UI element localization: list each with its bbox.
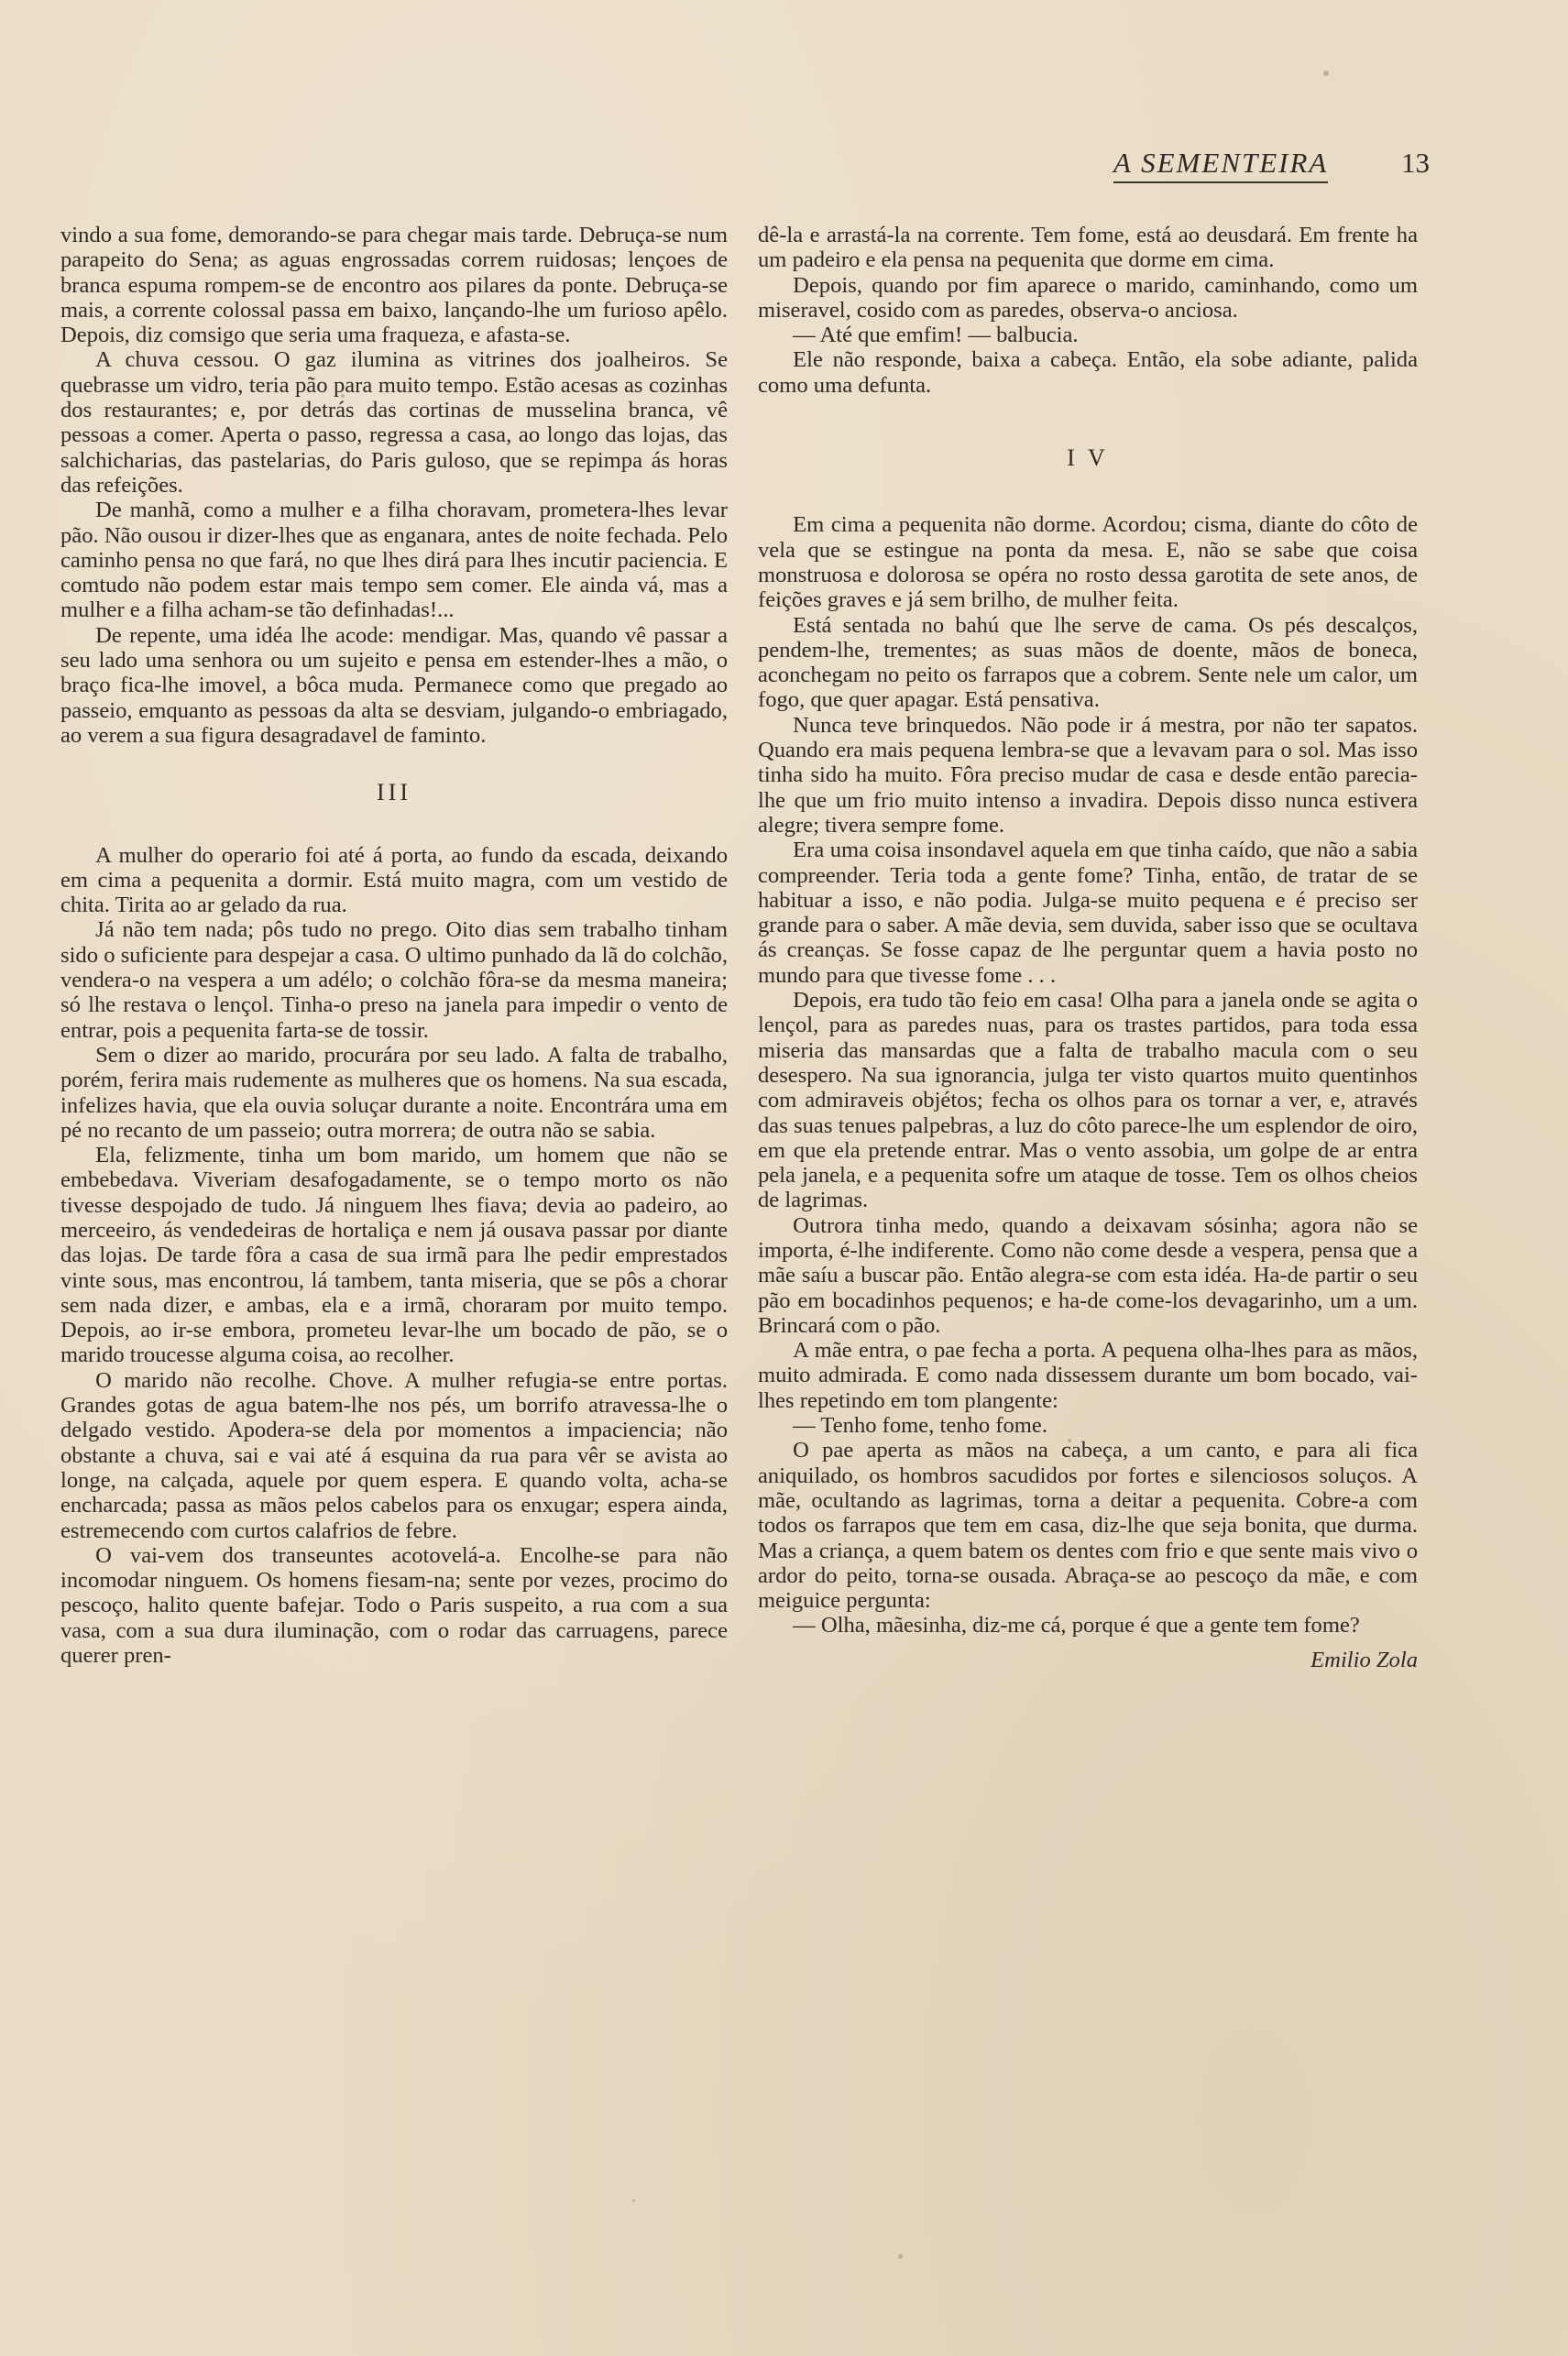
dialogue-line: — Tenho fome, tenho fome.: [793, 1413, 1047, 1439]
paragraph: A mulher do operario foi até á porta, ao fundo da escada, deixando em cima a pequenita a dormir. Está muito magra, com um vestido de chita. Tirita ao ar gelado da rua.: [60, 842, 728, 918]
paragraph: O pae aperta as mãos na cabeça, a um canto, e para ali fica aniquilado, os hombros sacudidos por fortes e silenciosos soluços. A mãe, ocultando as lagrimas, torna a deitar a pequenita. Cobre-a com todos os farrapos que tem em casa, diz-lhe que seja bonita, que durma. Mas a criança, a quem batem os dentes com frio e que sente mais vivo o ardor do peito, torna-se ousada. Abraça-se ao pescoço da mãe, e com meiguice pergunta:: [758, 1438, 1418, 1614]
paragraph: vindo a sua fome, demorando-se para chegar mais tarde. Debruça-se num parapeito do Sena; as aguas engrossadas correm ruidosas; lençoes de branca espuma rompem-se de encontro aos pilares da ponte. Debruça-se mais, a corrente colossal passa em baixo, lançando-lhe um furioso apêlo. Depois, diz comsigo que seria uma fraqueza, e afasta-se.: [60, 223, 728, 348]
paragraph: A chuva cessou. O gaz ilumina as vitrines dos joalheiros. Se quebrasse um vidro, teria pão para muito tempo. Estão acesas as cozinhas dos restaurantes; e, por detrás das cortinas de musselina branca, vê pessoas a comer. Aperta o passo, regressa a casa, ao longo das lojas, das salchicharias, das pastelarias, do Paris guloso, que se repimpa ás horas das refeições.: [60, 347, 728, 498]
paragraph: Sem o dizer ao marido, procurára por seu lado. A falta de trabalho, porém, ferira mais rudemente as mulheres que os homens. Na sua escada, infelizes havia, que ela ouvia soluçar durante a noite. Encontrára uma em pé no recanto de um passeio; outra morrera; de outra não se sabia.: [60, 1042, 728, 1143]
paragraph: Ele não responde, baixa a cabeça. Então, ela sobe adiante, palida como uma defunta.: [758, 347, 1418, 398]
journal-title: A SEMENTEIRA: [1113, 147, 1328, 183]
right-column: [758, 223, 1418, 1672]
paragraph: Já não tem nada; pôs tudo no prego. Oito dias sem trabalho tinham sido o suficiente para despejar a casa. O ultimo punhado da lã do colchão, vendera-o na vespera a um adélo; o colchão fôra-se da mesma maneira; só lhe restava o lençol. Tinha-o preso na janela para impedir o vento de entrar, pois a pequenita farta-se de tossir.: [60, 917, 728, 1043]
paragraph: Em cima a pequenita não dorme. Acordou; cisma, diante do côto de vela que se estingue na ponta da mesa. E, não se sabe que coisa monstruosa e dolorosa se opéra no rosto dessa garotita de sete anos, de feições graves e já sem brilho, de mulher feita.: [758, 512, 1418, 613]
section-heading-iv: I V: [1067, 444, 1109, 472]
paragraph: De repente, uma idéa lhe acode: mendigar. Mas, quando vê passar a seu lado uma senhora ou um sujeito e pensa em estender-lhes a mão, o braço fica-lhe imovel, a bôca muda. Permanece como que pregado ao passeio, emquanto as pessoas da alta se desviam, julgando-o embriagado, ao verem a sua figura desagradavel de faminto.: [60, 622, 728, 748]
paragraph: A mãe entra, o pae fecha a porta. A pequena olha-lhes para as mãos, muito admirada. E como nada dissessem durante um bom bocado, vai-lhes repetindo em tom plangente:: [758, 1338, 1418, 1413]
paper-speck: [632, 2199, 635, 2202]
paragraph: Era uma coisa insondavel aquela em que tinha caído, que não a sabia compreender. Teria toda a gente fome? Tinha, então, de tratar de se habituar a isso, e não podia. Julga-se muito pequena e é preciso ser grande para o saber. A mãe devia, sem duvida, saber isso que se ocultava ás creanças. Se fosse capaz de lhe perguntar quem a havia posto no mundo para que tivesse fome . . .: [758, 838, 1418, 988]
paragraph: De manhã, como a mulher e a filha choravam, prometera-lhes levar pão. Não ousou ir dizer-lhes que as enganara, antes de noite fechada. Pelo caminho pensa no que fará, no que lhes dirá para lhes incutir paciencia. E comtudo não podem estar mais tempo sem comer. Ele ainda vá, mas a mulher e a filha acham-se tão definhadas!...: [60, 498, 728, 623]
section-heading-iii: III: [377, 779, 411, 806]
paper-speck: [898, 2254, 903, 2259]
paper-speck: [341, 394, 345, 398]
paragraph: dê-la e arrastá-la na corrente. Tem fome, está ao deusdará. Em frente ha um padeiro e ela pensa na pequenita que dorme em cima.: [758, 223, 1418, 273]
paragraph: O marido não recolhe. Chove. A mulher refugia-se entre portas. Grandes gotas de agua batem-lhe nos pés, um borrifo atravessa-lhe o delgado vestido. Apodera-se dela por momentos a impaciencia; não obstante a chuva, sai e vai até á esquina da rua para vêr se avista ao longe, na calçada, aquele por quem espera. E quando volta, acha-se encharcada; passa as mãos pelos cabelos para os enxugar; espera ainda, estremecendo com curtos calafrios de febre.: [60, 1367, 728, 1543]
paragraph: Outrora tinha medo, quando a deixavam sósinha; agora não se importa, é-lhe indiferente. Como não come desde a vespera, pensa que a mãe saíu a buscar pão. Então alegra-se com esta idéa. Ha-de partir o seu pão em bocadinhos pequenos; e ha-de come-los devagarinho, um a um. Brincará com o pão.: [758, 1212, 1418, 1338]
paragraph: Ela, felizmente, tinha um bom marido, um homem que não se embebedava. Viveriam desafogadamente, se o tempo morto os não tivesse despojado de tudo. Já ninguem lhes fiava; devia ao padeiro, ao merceeiro, ás vendedeiras de hortaliça e nem já ousava passar por diante das lojas. De tarde fôra a casa de sua irmã para lhe pedir emprestados vinte sous, mas encontrou, lá tambem, tanta miseria, que se pôs a chorar sem nada dizer, e ambas, ela e a irmã, choraram por muito tempo. Depois, ao ir-se embora, prometeu levar-lhe um bocado de pão, se o marido troucesse alguma coisa, ao recolher.: [60, 1143, 728, 1368]
paper-speck: [1323, 71, 1329, 76]
paper-speck: [1068, 1439, 1071, 1442]
dialogue-line: — Até que emfim! — balbucia.: [793, 323, 1079, 348]
left-column: [60, 223, 728, 1668]
paragraph: Está sentada no bahú que lhe serve de cama. Os pés descalços, pendem-lhe, trementes; as suas mãos de doente, mãos de boneca, aconchegam no peito os farrapos que a cobrem. Sente nele um calor, um fogo, que quer apagar. Está pensativa.: [758, 612, 1418, 713]
author-signature: Emilio Zola: [1310, 1647, 1418, 1672]
paragraph: Depois, quando por fim aparece o marido, caminhando, como um miseravel, cosido com as paredes, observa-o anciosa.: [758, 272, 1418, 323]
running-head: [1113, 147, 1430, 192]
paragraph: O vai-vem dos transeuntes acotovelá-a. Encolhe-se para não incomodar ninguem. Os homens fiesam-na; sente por vezes, procimo do pescoço, halito quente bafejar. Todo o Paris suspeito, a rua com a sua vasa, com a sua dura iluminação, com o rodar das carruagens, parece querer pren-: [60, 1542, 728, 1669]
paragraph: Nunca teve brinquedos. Não pode ir á mestra, por não ter sapatos. Quando era mais pequena lembra-se que a levavam para o sol. Mas isso tinha sido ha muito. Fôra preciso mudar de casa e desde então parecia-lhe que um frio muito intenso a invadira. Depois disso nunca estivera alegre; tivera sempre fome.: [758, 712, 1418, 838]
page-number: 13: [1401, 147, 1430, 179]
dialogue-line: — Olha, mãesinha, diz-me cá, porque é que a gente tem fome?: [793, 1613, 1360, 1638]
paragraph: Depois, era tudo tão feio em casa! Olha para a janela onde se agita o lençol, para as paredes nuas, para os trastes partidos, para toda essa miseria das mansardas que a falta de trabalho macula com o seu desespero. Na sua ignorancia, julga ter visto quartos muito quentinhos com admiraveis objétos; fecha os olhos para os tornar a ver, e, através das suas tenues palpebras, a luz do côto parece-lhe um esplendor de oiro, em que ela pretende entrar. Mas o vento assobia, um golpe de ar entra pela janela, e a pequenita sofre um ataque de tosse. Tem os olhos cheios de lagrimas.: [758, 988, 1418, 1213]
